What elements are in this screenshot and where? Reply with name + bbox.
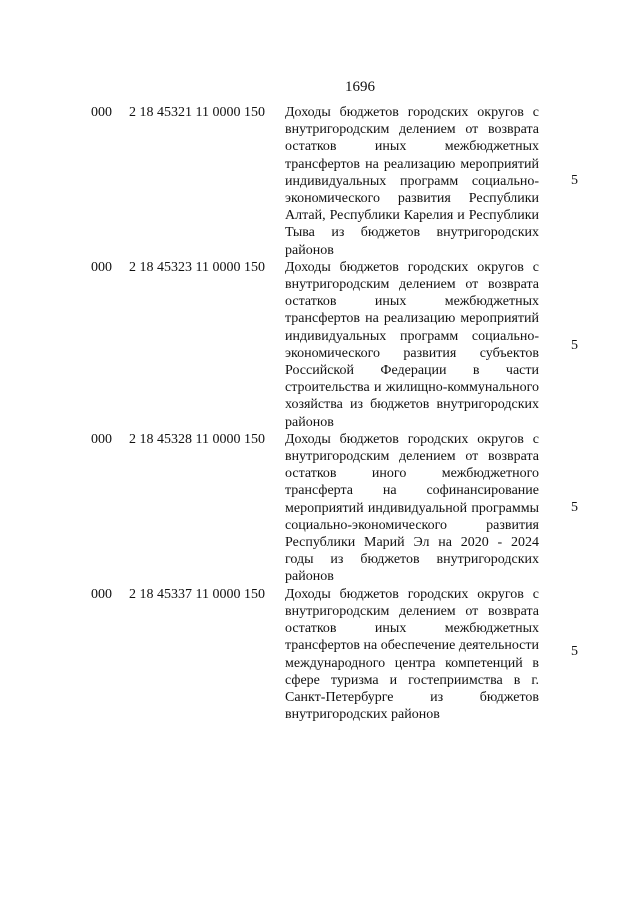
revenue-description: Доходы бюджетов городских округов с внутригородским делением от возврата остатков иного межбюджетного трансферта на софинансирование мероприятий индивидуальной программы социально-экономического развития Республики Марий Эл на 2020 - 2024 годы из бюджетов внутригородских районов (285, 431, 539, 585)
table-row (0, 259, 640, 431)
admin-code: 000 (91, 431, 112, 447)
admin-code: 000 (91, 105, 112, 120)
sum-value: 5 (571, 337, 578, 353)
admin-code: 000 (91, 586, 112, 602)
table-row (0, 586, 640, 724)
table-row (0, 104, 640, 259)
table-row (0, 431, 640, 586)
admin-code: 000 (91, 259, 112, 275)
revenue-table (0, 104, 640, 723)
sum-value: 5 (571, 643, 578, 659)
budget-classification-code: 2 18 45337 11 0000 150 (129, 586, 265, 602)
page-number: 1696 (345, 79, 375, 95)
budget-classification-code: 2 18 45323 11 0000 150 (129, 259, 265, 275)
revenue-description: Доходы бюджетов городских округов с внутригородским делением от возврата остатков иных межбюджетных трансфертов на обеспечение деятельности международного центра компетенций в сфере туризма и гостеприимства в г. Санкт-Петербурге из бюджетов внутригородских районов (285, 586, 539, 723)
budget-classification-code: 2 18 45328 11 0000 150 (129, 431, 265, 447)
revenue-description: Доходы бюджетов городских округов с внутригородским делением от возврата остатков иных межбюджетных трансфертов на реализацию мероприятий индивидуальных программ социально-экономического развития Республики Алтай, Республики Карелия и Республики Тыва из бюджетов внутригородских районов (285, 105, 539, 258)
revenue-description: Доходы бюджетов городских округов с внутригородским делением от возврата остатков иных межбюджетных трансфертов на реализацию мероприятий индивидуальных программ социально-экономического развития субъектов Российской Федерации в части строительства и жилищно-коммунального хозяйства из бюджетов внутригородских районов (285, 259, 539, 430)
sum-value: 5 (571, 499, 578, 515)
budget-classification-code: 2 18 45321 11 0000 150 (129, 105, 265, 120)
sum-value: 5 (571, 173, 578, 188)
